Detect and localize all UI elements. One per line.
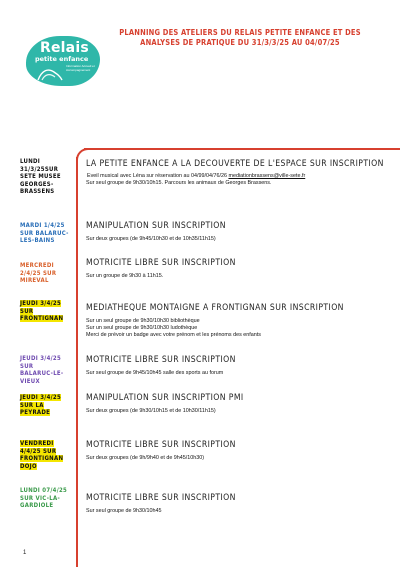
event-heading: MANIPULATION SUR INSCRIPTION PMI [86,393,244,403]
event-detail: Sur seul groupe de 9h45/10h45 salle des sports au forum [86,370,224,376]
relais-logo [26,36,100,86]
logo-tagline: Information Accueil et Accompagnement [66,64,95,72]
timeline-line [76,157,78,567]
event-detail: Sur deux groupes (de 9h30/10h15 et de 10h30/11h15) [86,408,216,414]
page-number: 1 [23,550,27,556]
event-block [86,393,396,415]
logo-title: Relais [40,40,89,56]
event-block [86,440,396,462]
event-detail: Sur un seul groupe de 9h30/10h30 bibliothèque [86,318,200,324]
date-label: MARDI 1/4/25 SUR BALARUC-LES-BAINS [20,222,69,245]
date-label: JEUDI 3/4/25 SUR FRONTIGNAN [20,300,64,323]
event-heading: MOTRICITE LIBRE SUR INSCRIPTION [86,440,236,450]
event-detail: Sur un seul groupe de 9h30/10h30 ludothèque [86,325,198,331]
event-heading: MOTRICITE LIBRE SUR INSCRIPTION [86,258,236,268]
hands-icon [36,64,64,82]
event-detail: Sur deux groupes (de 9h45/10h30 et de 10h35/11h15) [86,236,216,242]
email-link[interactable]: mediationbrassens@ville-sete.fr [228,173,306,179]
event-heading: MOTRICITE LIBRE SUR INSCRIPTION [86,355,236,365]
event-heading: MANIPULATION SUR INSCRIPTION [86,221,226,231]
event-detail: Sur seul groupe de 9h30/10h45 [86,508,162,514]
timeline-top-line [84,148,400,150]
page-title: PLANNING DES ATELIERS DU RELAIS PETITE ENFANCE ET DES ANALYSES DE PRATIQUE DU 31/3/3/25 AU 04/07/25 [119,28,361,47]
event-block [86,493,396,515]
date-label: JEUDI 3/4/25 SUR LA PEYRADE [20,394,62,417]
event-detail: Sur seul groupe de 9h30/10h15. Parcours les animaux de Georges Brassens. [86,180,272,186]
event-block [86,159,396,187]
event-heading: MOTRICITE LIBRE SUR INSCRIPTION [86,493,236,503]
event-block [86,258,396,280]
event-heading: MEDIATHEQUE MONTAIGNE A FRONTIGNAN SUR INSCRIPTION [86,303,344,313]
event-block [86,303,396,339]
event-detail: Sur deux groupes (de 9h/9h40 et de 9h45/10h30) [86,455,205,461]
event-block [86,221,396,243]
date-label: LUNDI 07/4/25 SUR VIC-LA-GARDIOLE [20,487,68,510]
logo-subtitle: petite enfance [35,55,89,63]
event-detail: Merci de prévoir un badge avec votre prénom et les prénoms des enfants [86,332,261,338]
event-heading: LA PETITE ENFANCE A LA DECOUVERTE DE L'ESPACE SUR INSCRIPTION [86,159,384,169]
event-block [86,355,396,377]
date-label: MERCREDI 2/4/25 SUR MIREVAL [20,262,57,285]
event-detail: Sur un groupe de 9h30 à 11h15. [86,273,164,279]
date-label: VENDREDI 4/4/25 SUR FRONTIGNAN DOJO [20,440,64,470]
date-label: JEUDI 3/4/25 SUR BALARUC-LE-VIEUX [20,355,64,385]
event-detail: Eveil musical avec Léna sur réservation au 04/99/04/76/26 mediationbrassens@ville-sete.fr [87,173,306,179]
date-label: LUNDI 31/3/25SUR SETE MUSEE GEORGES-BRASSENS [20,158,61,196]
